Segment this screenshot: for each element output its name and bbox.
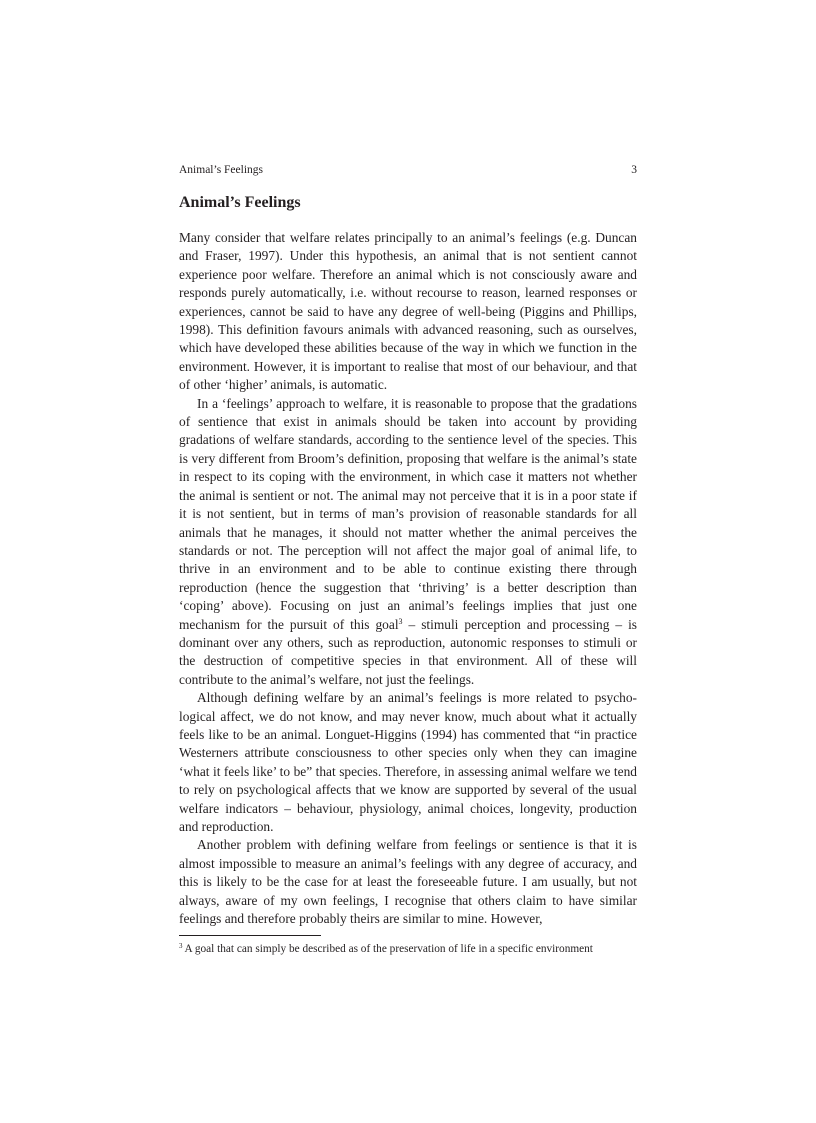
footnote-number: 3 (179, 942, 183, 951)
footnote-divider (179, 935, 321, 936)
running-header (179, 162, 637, 178)
footnote (179, 942, 637, 956)
running-title: Animal’s Feelings (179, 164, 264, 176)
book-page (179, 162, 637, 956)
paragraph-2-text-a: In a ‘feelings’ approach to welfare, it is reasonable to propose that the gradations of sentience that exist in animals should be taken into account by providing gradations of welfare standards, according to the sentience level of the species. This is very different from Broom’s definition, proposing that welfare is the animal’s state in respect to its coping with the environment, in which case it matters not whether the animal is sentient or not. The animal may not perceive that it is in a poor state if it is not sentient, but in terms of man’s provision of reasonable standards for all animals that he manages, it should not matter whether the animal perceives the standards or not. The perception will not affect the major goal of animal life, to thrive in an environment and to be able to continue existing there through reproduction (hence the suggestion that ‘thriving’ is a better description than ‘coping’ above). Focusing on just an animal’s feelings implies that just one mechanism for the pursuit of this goal (179, 395, 637, 632)
page-number: 3 (631, 164, 637, 176)
body-text (179, 229, 637, 928)
footnote-text: A goal that can simply be described as of the preservation of life in a specific environment (184, 943, 593, 956)
paragraph-2 (179, 395, 637, 690)
paragraph-1: Many consider that welfare relates principally to an animal’s feelings (e.g. Duncan and Fraser, 1997). Under this hypothesis, an animal that is not sentient cannot experience poor welfare. Therefore an animal which is not consciously aware and responds purely automatically, i.e. without recourse to reason, learned responses or experiences, cannot be said to have any degree of well-being (Piggins and Phillips, 1998). This definition favours animals with advanced reasoning, such as ourselves, which have developed these abilities because of the way in which we function in the environment. However, it is important to realise that most of our behaviour, and that of other ‘higher’ animals, is automatic. (179, 230, 637, 393)
footnote-reference[interactable]: 3 (398, 616, 403, 626)
paragraph-2-text-b: – stimuli perception and processing – is dominant over any others, such as reproduction, autonomic responses to stimuli or the destruction of competitive species in that environment. All of these will contribute to the animal’s welfare, not just the feelings. (179, 616, 637, 687)
paragraph-3: Although defining welfare by an animal’s feelings is more related to psychological affect, we do not know, and may never know, much about what it actually feels like to be an animal. Longuet-Higgins (1994) has commented that “in practice Westerners attribute consciousness to other species only when they can imagine ‘what it feels like’ to be” that species. Therefore, in assessing animal welfare we tend to rely on psychological affects that we know are supported by several of the usual welfare indicators – behaviour, physiology, animal choices, longevity, production and reproduction. (179, 690, 637, 834)
section-title: Animal’s Feelings (179, 194, 301, 211)
paragraph-4: Another problem with defining welfare from feelings or sentience is that it is almost impossible to measure an animal’s feelings with any degree of accuracy, and this is likely to be the case for at least the foreseeable future. I am usually, but not always, aware of my own feelings, I recognise that others claim to have similar feelings and therefore probably theirs are similar to mine. However, (179, 837, 637, 927)
